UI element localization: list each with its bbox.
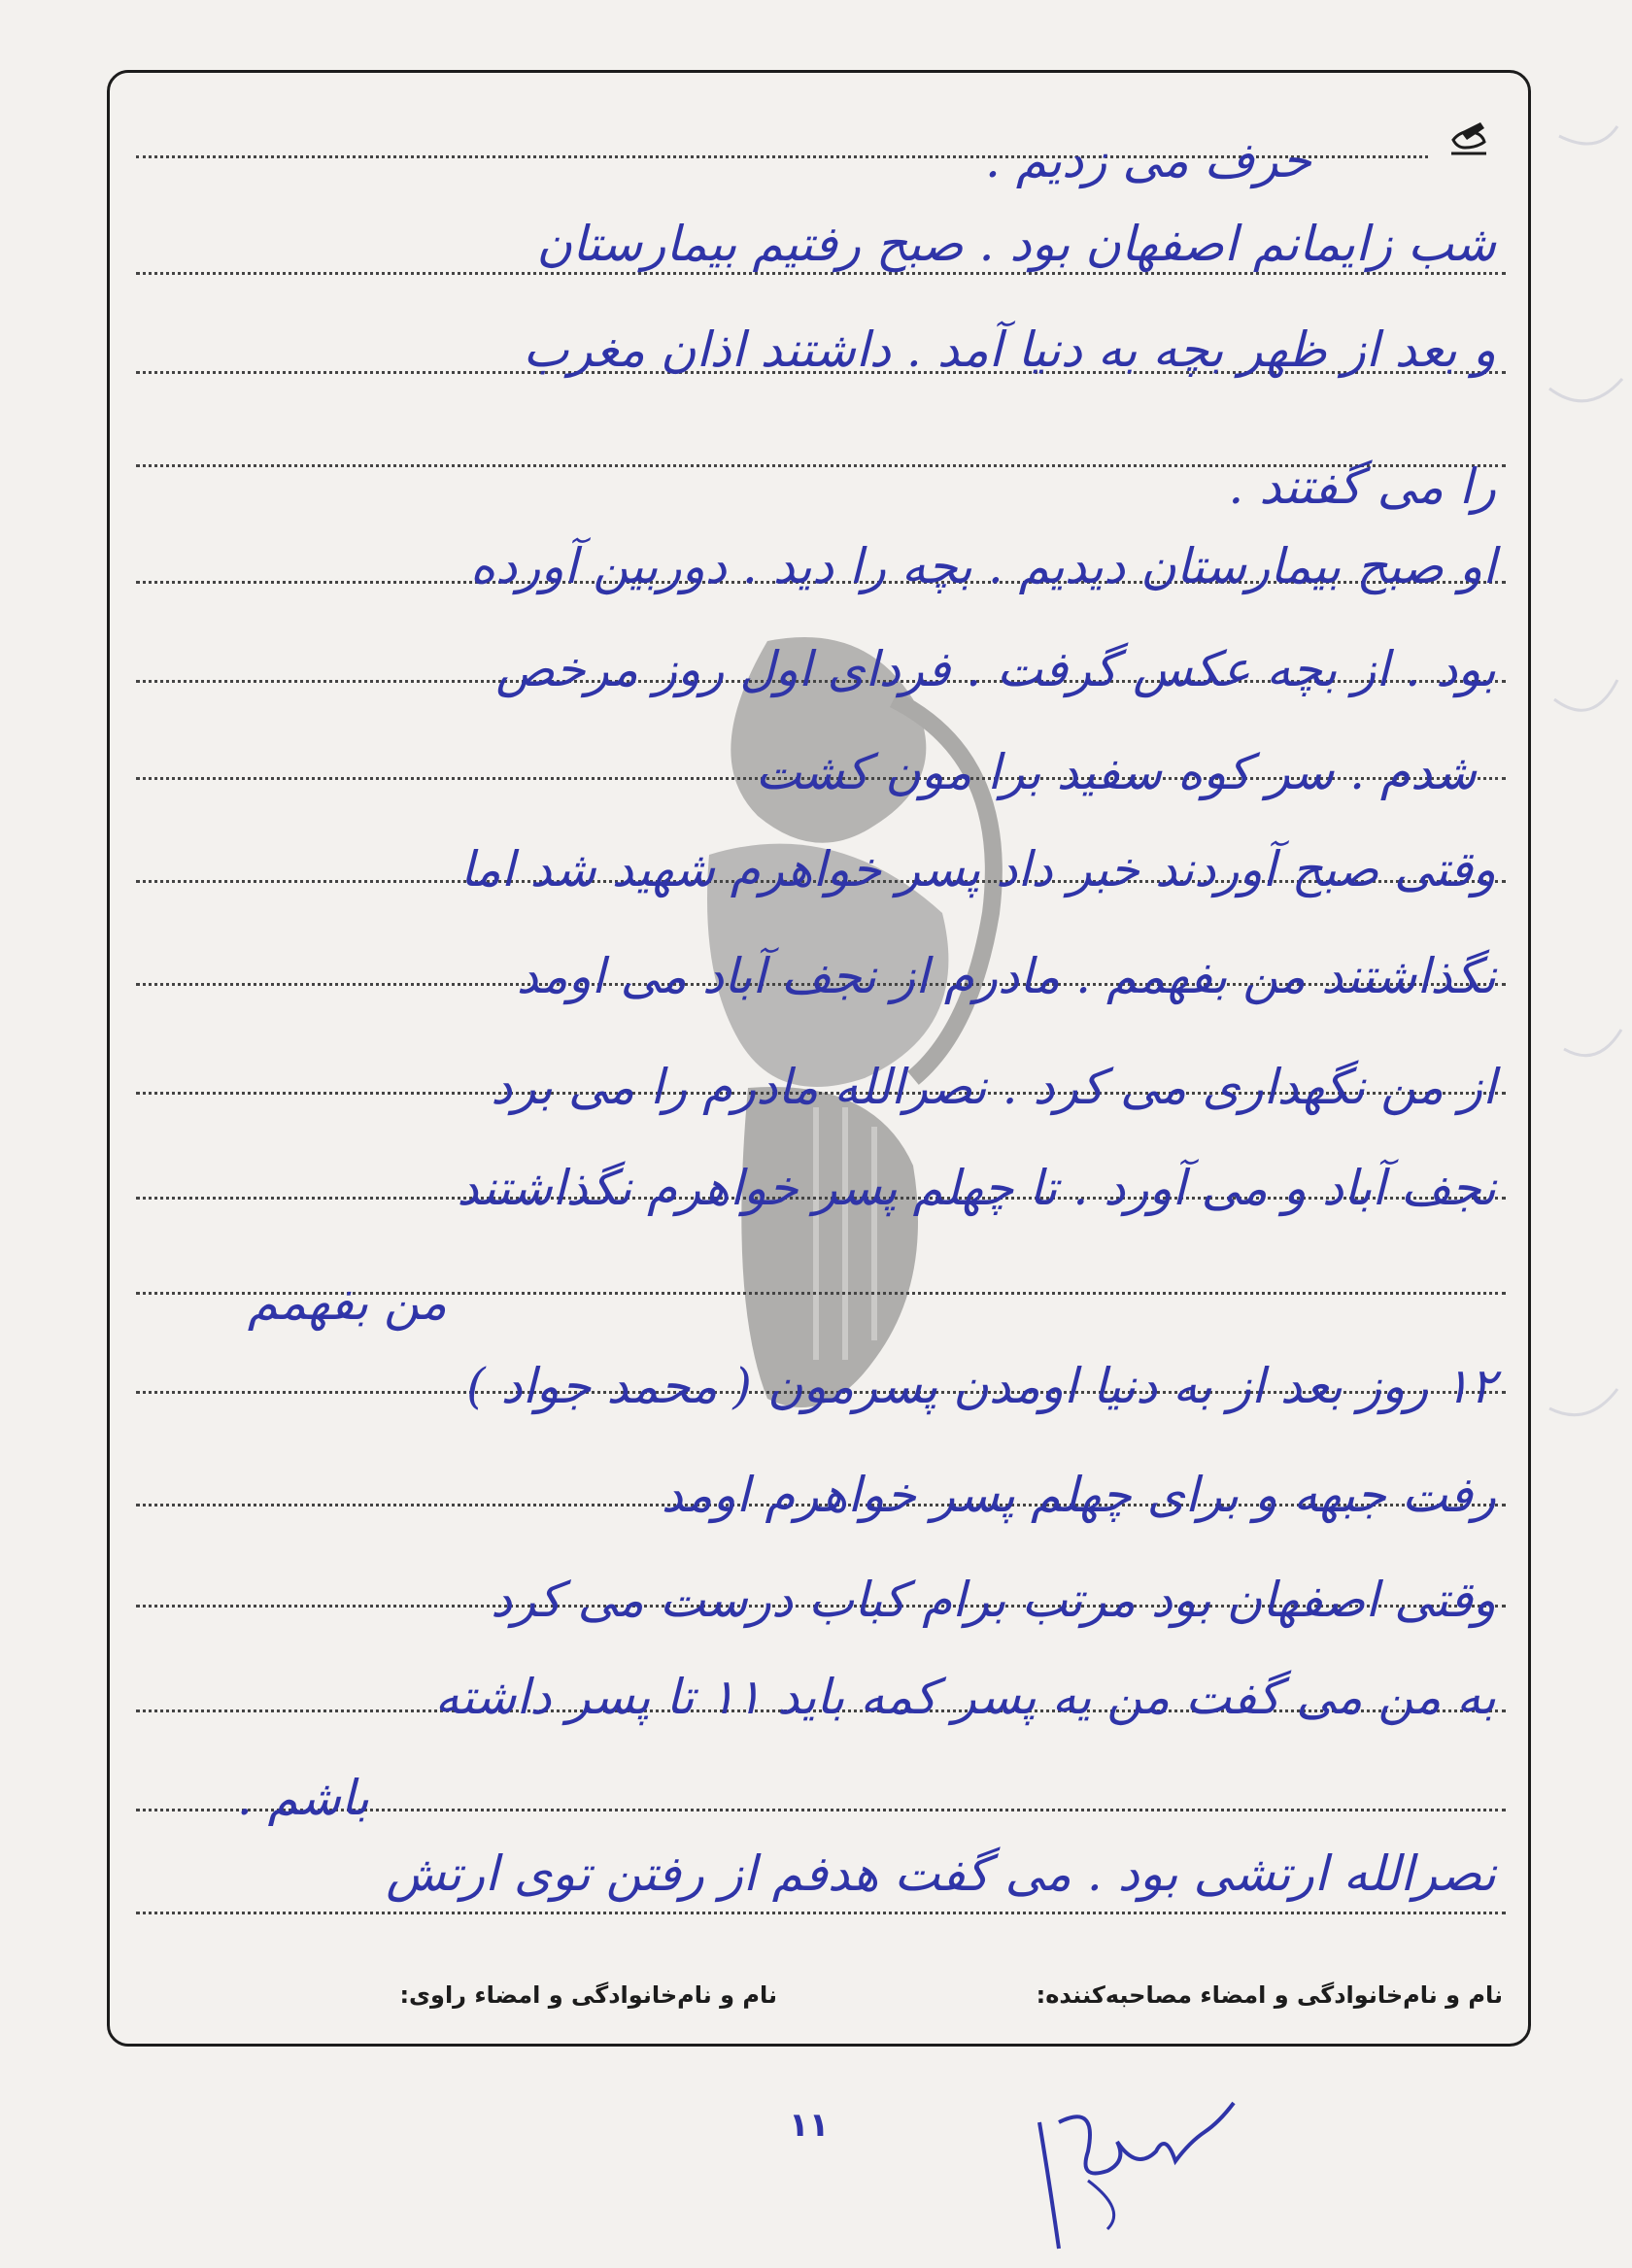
handwritten-line: ۱۲ روز بعد از به دنیا اومدن پسرمون ( محمد جواد ) — [466, 1358, 1496, 1414]
handwritten-line: شب زایمانم اصفهان بود . صبح رفتیم بیمارستان — [536, 216, 1496, 272]
handwritten-line: وقتی اصفهان بود مرتب برام کباب درست می کرد — [490, 1572, 1496, 1628]
handwritten-line: بود . از بچه عکس گرفت . فردای اول روز مرخص — [495, 641, 1496, 697]
interviewer-signature-label: نام و نام‌خانوادگی و امضاء مصاحبه‌کننده: — [1036, 1981, 1503, 2009]
handwritten-line: حرف می زدیم . — [985, 132, 1311, 188]
pen-writing-icon — [1447, 118, 1490, 157]
bleed-through-marks — [1540, 97, 1627, 2137]
ruled-line — [136, 1912, 1506, 1914]
handwritten-line: به من می گفت من یه پسر کمه باید ۱۱ تا پسر داشته — [434, 1669, 1496, 1725]
handwritten-line: از من نگهداری می کرد . نصرالله مادرم را می برد — [491, 1059, 1496, 1115]
handwritten-line: رفت جبهه و برای چهلم پسر خواهرم اومد — [661, 1467, 1496, 1523]
handwritten-line: را می گفتند . — [1228, 458, 1496, 515]
handwritten-line: شدم . سر کوه سفید برا مون کشت — [755, 744, 1477, 800]
narrator-signature-label: نام و نام‌خانوادگی و امضاء راوی: — [399, 1981, 777, 2009]
handwritten-line: و بعد از ظهر بچه به دنیا آمد . داشتند اذان مغرب — [523, 322, 1496, 378]
handwritten-line: وقتی صبح آوردند خبر داد پسر خواهرم شهید شد اما — [459, 841, 1496, 897]
signature — [1020, 2064, 1243, 2258]
ruled-line — [136, 272, 1506, 275]
handwritten-line: نجف آباد و می آورد . تا چهلم پسر خواهرم نگذاشتند — [457, 1160, 1496, 1216]
handwritten-line: باشم . — [236, 1770, 369, 1826]
handwritten-line: نصرالله ارتشی بود . می گفت هدفم از رفتن توی ارتش — [386, 1845, 1496, 1902]
handwritten-line: نگذاشتند من بفهمم . مادرم از نجف آباد می اومد — [516, 948, 1496, 1004]
handwritten-line: او صبح بیمارستان دیدیم . بچه را دید . دوربین آورده — [469, 538, 1496, 594]
handwritten-line: من بفهمم — [247, 1274, 447, 1331]
page-number: ۱۱ — [789, 2106, 830, 2145]
